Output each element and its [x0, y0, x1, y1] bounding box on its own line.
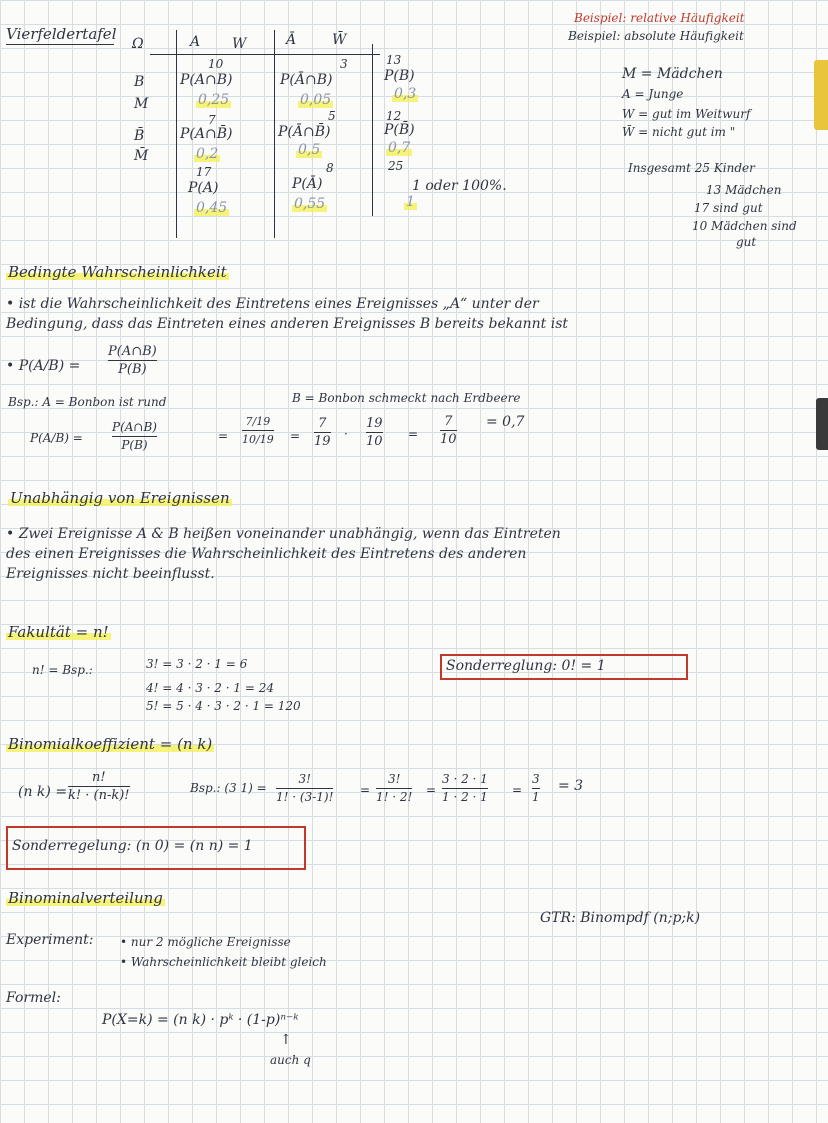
binomial-example-result: = 3 — [558, 778, 584, 794]
legend-line-3: W = gut im Weitwurf — [622, 107, 751, 121]
calc-lhs: P(A/B) = — [30, 431, 83, 445]
binomial-example-lhs: Bsp.: (3 1) = — [190, 781, 267, 795]
binomial-example-f1-den: 1! · (3-1)! — [276, 790, 334, 804]
factorial-example-1: 3! = 3 · 2 · 1 = 6 — [146, 657, 248, 671]
col-header-w: W — [232, 36, 247, 52]
cell-r1c2-expr: P(Ā∩B) — [280, 72, 333, 88]
factorial-lead: n! = Bsp.: — [32, 663, 93, 677]
calc-fraction-4-num: 19 — [366, 416, 383, 431]
experiment-label: Experiment: — [6, 932, 94, 948]
formula-note: auch q — [270, 1053, 311, 1067]
total-line-3: 17 sind gut — [694, 201, 763, 215]
calc-fraction-5-num: 7 — [444, 414, 453, 429]
cell-r1c1-expr: P(A∩B) — [180, 72, 233, 88]
cell-r1c2-value: 0,05 — [300, 92, 332, 108]
col-header-a: A — [190, 34, 201, 50]
calc-equals-3: = — [408, 427, 419, 441]
cell-r1c2-count: 3 — [340, 57, 348, 71]
calc-fraction-5-den: 10 — [440, 432, 457, 447]
conditional-formula-lhs: • P(A/B) = — [6, 358, 81, 374]
heading-binomial-coefficient: Binomialkoeffizient = (n k) — [8, 735, 213, 753]
total-line-1: Insgesamt 25 Kinder — [628, 161, 755, 175]
binomial-example-f1-num: 3! — [298, 772, 311, 786]
table-line-v1 — [176, 30, 177, 238]
cell-r1c3-count: 13 — [386, 53, 402, 67]
calc-fraction-1 — [112, 420, 157, 453]
cell-r2c1-value: 0,2 — [196, 146, 219, 162]
binomial-example-fraction-4 — [532, 772, 540, 805]
conditional-example-a: Bsp.: A = Bonbon ist rund — [8, 395, 167, 409]
formula-arrow: ↑ — [280, 1032, 292, 1048]
calc-fraction-5 — [440, 414, 457, 447]
example-relative: Beispiel: relative Häufigkeit — [574, 11, 745, 25]
cell-r1c3-value: 0,3 — [394, 86, 417, 102]
title-underline — [6, 44, 114, 45]
col-header-a-bar: Ā — [286, 32, 297, 48]
heading-conditional: Bedingte Wahrscheinlichkeit — [8, 263, 227, 281]
heading-binomial-distribution: Binominalverteilung — [8, 889, 163, 907]
row-label-b: B — [134, 74, 145, 90]
binomial-example-equals-2: = — [426, 783, 437, 797]
highlighter-pen — [814, 60, 828, 130]
cell-r3c2-value: 0,55 — [294, 196, 326, 212]
row-label-b-bar: B̄ — [134, 128, 145, 144]
binomial-def-fraction — [68, 770, 130, 803]
cell-r2c3-value: 0,7 — [388, 140, 411, 156]
total-line-2: 13 Mädchen — [706, 183, 782, 197]
conditional-formula-denominator: P(B) — [118, 362, 147, 377]
table-corner: Ω — [132, 36, 144, 52]
conditional-definition-1: • ist die Wahrscheinlichkeit des Eintretens eines Ereignisses „A“ unter der — [6, 296, 539, 312]
calc-fraction-3 — [314, 416, 331, 449]
legend-line-2: A = Junge — [622, 87, 684, 101]
conditional-definition-2: Bedingung, dass das Eintreten eines anderen Ereignisses B bereits bekannt ist — [6, 316, 569, 332]
example-absolute: Beispiel: absolute Häufigkeit — [568, 29, 744, 43]
independence-line-1: • Zwei Ereignisse A & B heißen voneinander unabhängig, wenn das Eintreten — [6, 526, 561, 542]
row-label-m-bar: M̄ — [134, 148, 149, 164]
calc-fraction-4-den: 10 — [366, 434, 383, 449]
binomial-example-fraction-2 — [376, 772, 412, 805]
binomial-example-equals-3: = — [512, 783, 523, 797]
heading-factorial: Fakultät = n! — [8, 623, 109, 641]
calc-fraction-4 — [366, 416, 383, 449]
calc-equals-1: = — [218, 429, 229, 443]
formula-label: Formel: — [6, 990, 61, 1006]
binomial-formula: P(X=k) = (n k) · pᵏ · (1-p)ⁿ⁻ᵏ — [102, 1012, 299, 1028]
conditional-example-b: B = Bonbon schmeckt nach Erdbeere — [292, 391, 521, 405]
binomial-def-den: k! · (n-k)! — [68, 788, 130, 803]
table-line-v2 — [274, 30, 275, 238]
cell-r3c3-count: 25 — [388, 159, 404, 173]
row-label-m: M — [134, 96, 149, 112]
independence-line-3: Ereignisses nicht beeinflusst. — [6, 566, 215, 582]
cell-r2c3-expr: P(B̄) — [384, 122, 415, 138]
total-line-5: gut — [736, 235, 757, 249]
binomial-example-f4-num: 3 — [532, 772, 540, 786]
cell-r3c1-value: 0,45 — [196, 200, 228, 216]
heading-independence: Unabhängig von Ereignissen — [10, 489, 230, 507]
calc-fraction-2-num: 7/19 — [245, 415, 271, 428]
binomial-example-f2-den: 1! · 2! — [376, 790, 413, 804]
independence-line-2: des einen Ereignisses die Wahrscheinlichkeit des Eintretens des anderen — [6, 546, 527, 562]
cell-r3c3-value: 1 — [406, 194, 415, 210]
factorial-special-rule: Sonderreglung: 0! = 1 — [446, 658, 606, 674]
cell-r3c1-expr: P(A) — [188, 180, 219, 196]
table-title: Vierfeldertafel — [6, 25, 117, 43]
col-header-w-bar: W̄ — [332, 32, 347, 48]
cell-r2c2-value: 0,5 — [298, 142, 321, 158]
binomial-example-f4-den: 1 — [532, 790, 540, 804]
binomial-example-f2-num: 3! — [387, 772, 401, 786]
binomial-example-f3-den: 1 · 2 · 1 — [442, 790, 488, 804]
pen-cap — [816, 398, 828, 450]
conditional-formula-numerator: P(A∩B) — [108, 344, 157, 359]
legend-line-4: W̄ = nicht gut im " — [622, 125, 736, 139]
cell-r3c1-count: 17 — [196, 165, 212, 179]
experiment-condition-2: • Wahrscheinlichkeit bleibt gleich — [120, 955, 327, 969]
binomial-def-num: n! — [91, 770, 106, 785]
cell-r3c2-count: 8 — [326, 161, 334, 175]
cell-r2c3-count: 12 — [386, 109, 402, 123]
binomial-example-f3-num: 3 · 2 · 1 — [442, 772, 488, 786]
calc-fraction-3-den: 19 — [314, 434, 331, 449]
experiment-condition-1: • nur 2 mögliche Ereignisse — [120, 935, 291, 949]
legend-line-1: M = Mädchen — [622, 66, 723, 82]
binomial-example-equals-1: = — [360, 783, 371, 797]
cell-r2c1-expr: P(A∩B̄) — [180, 126, 233, 142]
cell-r3c2-expr: P(Ā) — [292, 176, 323, 192]
gtr-hint: GTR: Binompdf (n;p;k) — [540, 910, 701, 926]
cell-r3c3-expr: 1 oder 100%. — [412, 178, 507, 194]
binomial-def-lhs: (n k) = — [18, 784, 68, 800]
cell-r2c2-count: 5 — [328, 109, 336, 123]
binomial-example-fraction-1 — [276, 772, 333, 805]
table-line-v3 — [372, 44, 373, 216]
total-line-4: 10 Mädchen sind — [692, 219, 797, 233]
table-line-h1 — [150, 54, 380, 55]
calc-fraction-2-den: 10/19 — [242, 433, 274, 446]
cell-r2c2-expr: P(Ā∩B̄) — [278, 124, 331, 140]
binomial-example-fraction-3 — [442, 772, 488, 805]
calc-fraction-3-num: 7 — [318, 416, 327, 431]
cell-r2c1-count: 7 — [208, 113, 216, 127]
calc-equals-2: = — [290, 429, 301, 443]
conditional-formula-fraction — [108, 344, 157, 377]
cell-r1c1-value: 0,25 — [198, 92, 230, 108]
calc-multiply: · — [344, 427, 348, 441]
cell-r1c3-expr: P(B) — [384, 68, 415, 84]
factorial-example-2: 4! = 4 · 3 · 2 · 1 = 24 — [146, 681, 274, 695]
calc-fraction-1-den: P(B) — [121, 438, 148, 452]
calc-result: = 0,7 — [486, 414, 525, 430]
calc-fraction-2 — [242, 414, 274, 447]
calc-fraction-1-num: P(A∩B) — [112, 420, 157, 434]
cell-r1c1-count: 10 — [208, 57, 224, 71]
factorial-example-3: 5! = 5 · 4 · 3 · 2 · 1 = 120 — [146, 699, 301, 713]
binomial-special-rule: Sonderregelung: (n 0) = (n n) = 1 — [12, 838, 253, 854]
